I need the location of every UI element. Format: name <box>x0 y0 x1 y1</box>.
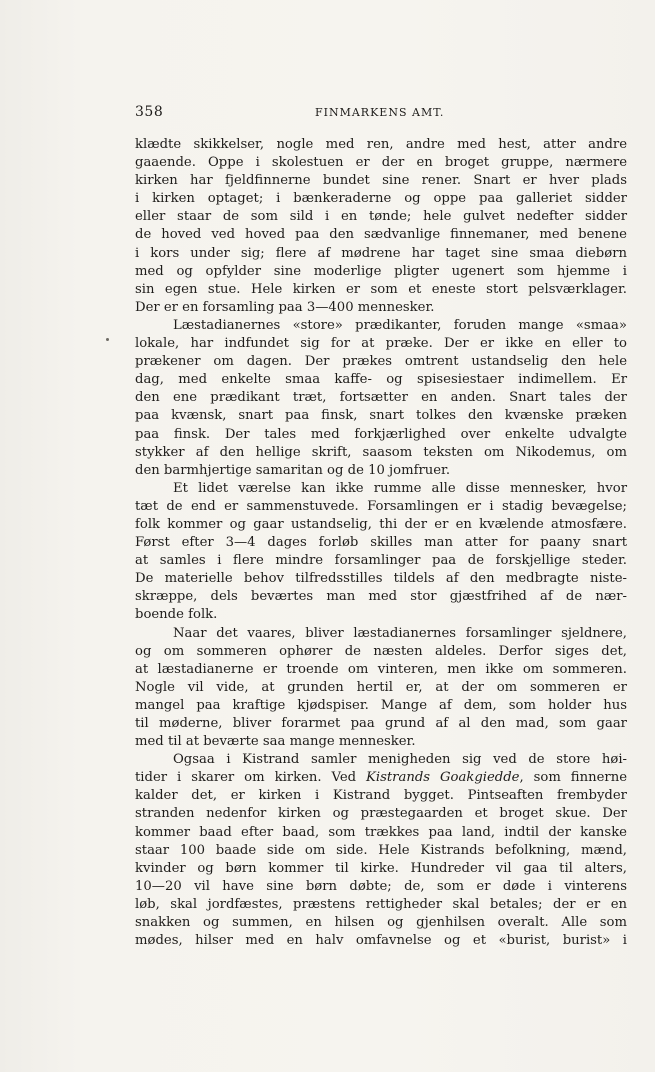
text-line: Nogle vil vide, at grunden hertil er, at der om sommeren er <box>135 679 627 695</box>
text-line: de hoved ved hoved paa den sædvanlige finnemaner, med benene <box>135 227 627 243</box>
text-line: staar 100 baade side om side. Hele Kistrands befolkning, mænd, <box>135 842 627 858</box>
text-line: snakken og summen, en hilsen og gjenhilsen overalt. Alle som <box>135 915 627 931</box>
running-head: FINMARKENS AMT. <box>315 106 445 119</box>
text-line: klædte skikkelser, nogle med ren, andre med hest, atter andre <box>135 137 627 152</box>
text-line: boende folk. <box>135 607 218 623</box>
text-span: , som finnerne <box>519 770 628 786</box>
text-line: kalder det, er kirken i Kistrand bygget. Pintseaften frembyder <box>135 788 627 804</box>
text-line: i kors under sig; flere af mødrene har taget sine smaa diebørn <box>135 245 627 261</box>
text-line: eller staar de som sild i en tønde; hele gulvet nedefter sidder <box>135 209 627 225</box>
text-line: folk kommer og gaar ustandselig, thi der er en kvælende atmosfære. <box>135 516 627 532</box>
text-line: tæt de end er sammenstuvede. Forsamlingen er i stadig bevægelse; <box>135 498 627 514</box>
text-line: kirken har fjeldfinnerne bundet sine rener. Snart er hver plads <box>135 173 627 189</box>
text-line: lokale, har indfundet sig for at præke. Der er ikke en eller to <box>135 336 627 352</box>
text-line: paa kvænsk, snart paa finsk, snart tolkes den kvænske præken <box>135 408 627 424</box>
text-line: kommer baad efter baad, som trækkes paa land, indtil der kanske <box>135 824 627 840</box>
text-line: med til at beværte saa mange mennesker. <box>135 734 416 750</box>
page-number: 358 <box>135 104 164 120</box>
text-line-with-italic <box>135 769 627 787</box>
text-line: Ogsaa i Kistrand samler menigheden sig ved de store høi- <box>173 752 627 768</box>
text-line: og om sommeren ophører de næsten aldeles. Derfor siges det, <box>135 643 627 659</box>
text-line: De materielle behov tilfredsstilles tildels af den medbragte niste- <box>135 571 627 587</box>
page-header <box>135 104 627 122</box>
text-line: stranden nedenfor kirken og præstegaarden et broget skue. Der <box>135 806 627 822</box>
text-line: skræppe, dels beværtes man med stor gjæstfrihed af de nær- <box>135 589 627 605</box>
text-line: at samles i flere mindre forsamlinger paa de forskjellige steder. <box>135 553 627 569</box>
text-line: løb, skal jordfæstes, præstens rettigheder skal betales; der er en <box>135 896 627 912</box>
text-line: mødes, hilser med en halv omfavnelse og et «burist, burist» i <box>135 933 627 949</box>
text-line: kvinder og børn kommer til kirke. Hundreder vil gaa til alters, <box>135 860 627 876</box>
text-line: den ene prædikant træt, fortsætter en anden. Snart tales der <box>135 390 627 406</box>
text-line: stykker af den hellige skrift, saasom teksten om Nikodemus, om <box>135 444 627 460</box>
text-line: til møderne, bliver forarmet paa grund af al den mad, som gaar <box>135 716 627 731</box>
text-line: gaaende. Oppe i skolestuen er der en broget gruppe, nærmere <box>135 155 627 171</box>
text-line: Der er en forsamling paa 3—400 mennesker. <box>135 299 435 315</box>
text-line: at læstadianerne er troende om vinteren, men ikke om sommeren. <box>135 661 627 677</box>
text-line: sin egen stue. Hele kirken er som et eneste stort pelsværklager. <box>135 281 627 297</box>
text-line: i kirken optaget; i bænkeraderne og oppe paa galleriet sidder <box>135 191 627 207</box>
text-line: 10—20 vil have sine børn døbte; de, som er døde i vinterens <box>135 878 627 894</box>
text-line: dag, med enkelte smaa kaffe- og spisesiestaer indimellem. Er <box>135 372 627 388</box>
body-text <box>135 136 627 950</box>
text-line: den barmhjertige samaritan og de 10 jomfruer. <box>135 462 451 478</box>
text-span: tider i skarer om kirken. Ved <box>135 770 367 786</box>
text-line: Først efter 3—4 dages forløb skilles man atter for paany snart <box>135 535 627 551</box>
italic-place-name: Kistrands Goakgiedde <box>366 770 520 786</box>
text-line: Læstadianernes «store» prædikanter, foruden mange «smaa» <box>173 317 627 333</box>
text-line: mangel paa kraftige kjødspiser. Mange af dem, som holder hus <box>135 697 627 713</box>
text-line: paa finsk. Der tales med forkjærlighed over enkelte udvalgte <box>135 426 627 442</box>
text-line: Et lidet værelse kan ikke rumme alle disse mennesker, hvor <box>173 480 627 496</box>
text-line: prækener om dagen. Der prækes omtrent ustandselig den hele <box>135 354 627 370</box>
text-line: Naar det vaares, bliver læstadianernes forsamlinger sjeldnere, <box>173 625 627 641</box>
margin-mark <box>106 338 109 341</box>
text-line: med og opfylder sine moderlige pligter ugenert som hjemme i <box>135 263 627 279</box>
